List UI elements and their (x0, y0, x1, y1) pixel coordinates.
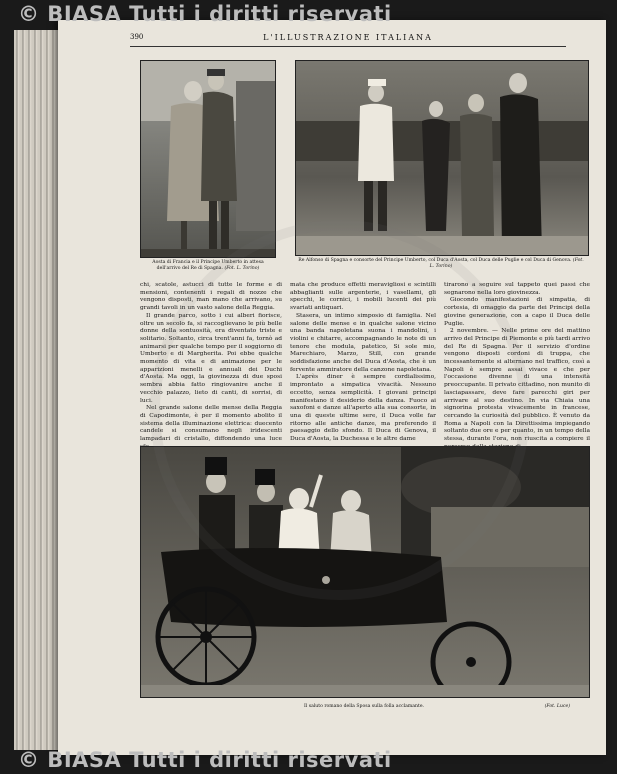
column-1-paragraph: Il grande parco, sotto i cui alberi fiorisce, oltre un secolo fa, si raccoglievano le più belle donne della sontuosità, era diventato triste e solitario. Soltanto, circa trent'anni fa, tornò ad animarsi per qualche tempo per il soggiorno di Umberto e di Margherita. Poi ebbe qualche momento di vita e di animazione per le apparizioni menelli e annuali dei Duchi d'Aosta. Ma oggi, la giovinezza di due sposi sembra abbia fatto ringiovanire anche il vecchio palazzo, lieto di canti, di sorrisi, di luci. (140, 312, 282, 404)
caption-top-right-text: Re Alfonso di Spagna e consorte del Principe Umberto, col Duca d'Aosta, col Duca delle Puglie e col Duca di Genova. (298, 258, 572, 263)
caption-bottom-text: Il saluto romano della Sposa sulla folla acclamante. (303, 704, 424, 709)
photo-bottom-image (141, 447, 589, 697)
magazine-title: L'ILLUSTRAZIONE ITALIANA (263, 33, 433, 42)
watermark-top: © BIASA Tutti i diritti riservati (18, 2, 392, 26)
caption-top-right (298, 258, 584, 269)
photo-top-right (295, 60, 589, 256)
magazine-page (58, 20, 606, 755)
photo-top-left (140, 60, 276, 258)
column-3-paragraph: tirarono a seguire sul tappeto quei passi che segnarono nella loro giovinezza. (444, 282, 590, 296)
text-column-1 (140, 282, 282, 460)
photo-top-left-image (141, 61, 275, 257)
caption-top-left-text: Aosta di Francia e il Principe Umberto in attesa dell'arrivo del Re di Spagna. (152, 260, 264, 271)
photo-top-right-image (296, 61, 588, 255)
caption-bottom (140, 704, 588, 710)
column-3-paragraph: 2 novembre. — Nelle prime ore del mattino arrivo del Principe di Piemonte e più tardi arrivo del Re di Spagna. Per il servizio d'ordine vengono disposti cordoni di truppa, che incessantemente si alternano nel traffico, così a Napoli è sempre assai vivace e che per l'occasione divenne di una intensità preoccupante. Il privato cittadino, non munito di lasciapassare, deve fare parecchi giri per arrivare al suo destino. In via Chiaia una signorina protesta vivacemente in francese, cercando la curiosità del pubblico. È venuto da Roma a Napoli con la Direttissima impiegando soltanto due ore e per quanto, in un tempo della stessa, durante l'ora, non riuscita a compiere il (444, 328, 590, 443)
photo-bottom-carriage (140, 446, 590, 698)
column-2-paragraph: mata che produce effetti meravigliosi e scintilli abbaglianti sulle argenterie, i vasellami, gli specchi, le cornici, i mobili lucenti dei più svariati antiquari. (290, 282, 436, 312)
column-3-paragraph: Giocondo manifestazioni di simpatia, di cortesia, di omaggio da parte dei Principi della giovine generazione, con a capo il Duca delle Puglie. (444, 297, 590, 327)
column-1-paragraph: chi, scatole, astucci di tutte le forme e di mensioni, contenenti i regali di nozze che vengono disposti, man mano che arrivano, su grandi tavoli in un vasto salone della Reggia. (140, 282, 282, 312)
column-2-paragraph: L'après diner è sempre cordialissimo, improntato a simpatica vivacità. Nessuno eccetto, senza semplicità. I giovani principi manifestano il desiderio della danza. Fuoco ai saxofoni e danze all'aperto alla sua consorte, in una di queste ultime sere, il Duca volle far ritorno alle antiche danze, ma preferendo il paesaggio dello sfondo. Il Duca di Genova, il Duca d'Aosta, la Duchessa e le altre dame (290, 374, 436, 443)
caption-top-left (140, 260, 276, 271)
page-header (130, 32, 566, 47)
column-2-paragraph: Stasera, un intimo simposio di famiglia. Nel salone delle mense e in qualche salone vicino una banda napoletana suona i mandolini, i violini e chitarre, accompagnando le note di un tenore che modula, patetico, Si sole mio, Marechiaro, Marzo, Still, con grande soddisfazione anche del Duca d'Aosta, che è un fervente ammiratore della canzone napoletana. (290, 312, 436, 373)
text-column-3 (444, 282, 590, 460)
column-1-paragraph: Nel grande salone delle mense della Reggia di Capodimonte, è per il momento abolito il sistema della illuminazione elettrica: duecento candele si consumano negli iridescenti lampadari di cristallo, diffondendo una luce (140, 405, 282, 443)
page-number: 390 (130, 33, 144, 41)
text-column-2 (290, 282, 436, 460)
watermark-bottom: © BIASA Tutti i diritti riservati (18, 748, 392, 772)
caption-top-right-credit: (Fot. L. Torino) (429, 258, 584, 269)
caption-bottom-credit: (Fot. Luce) (544, 704, 570, 709)
caption-top-left-credit: (Fot. L. Torino) (224, 265, 260, 271)
